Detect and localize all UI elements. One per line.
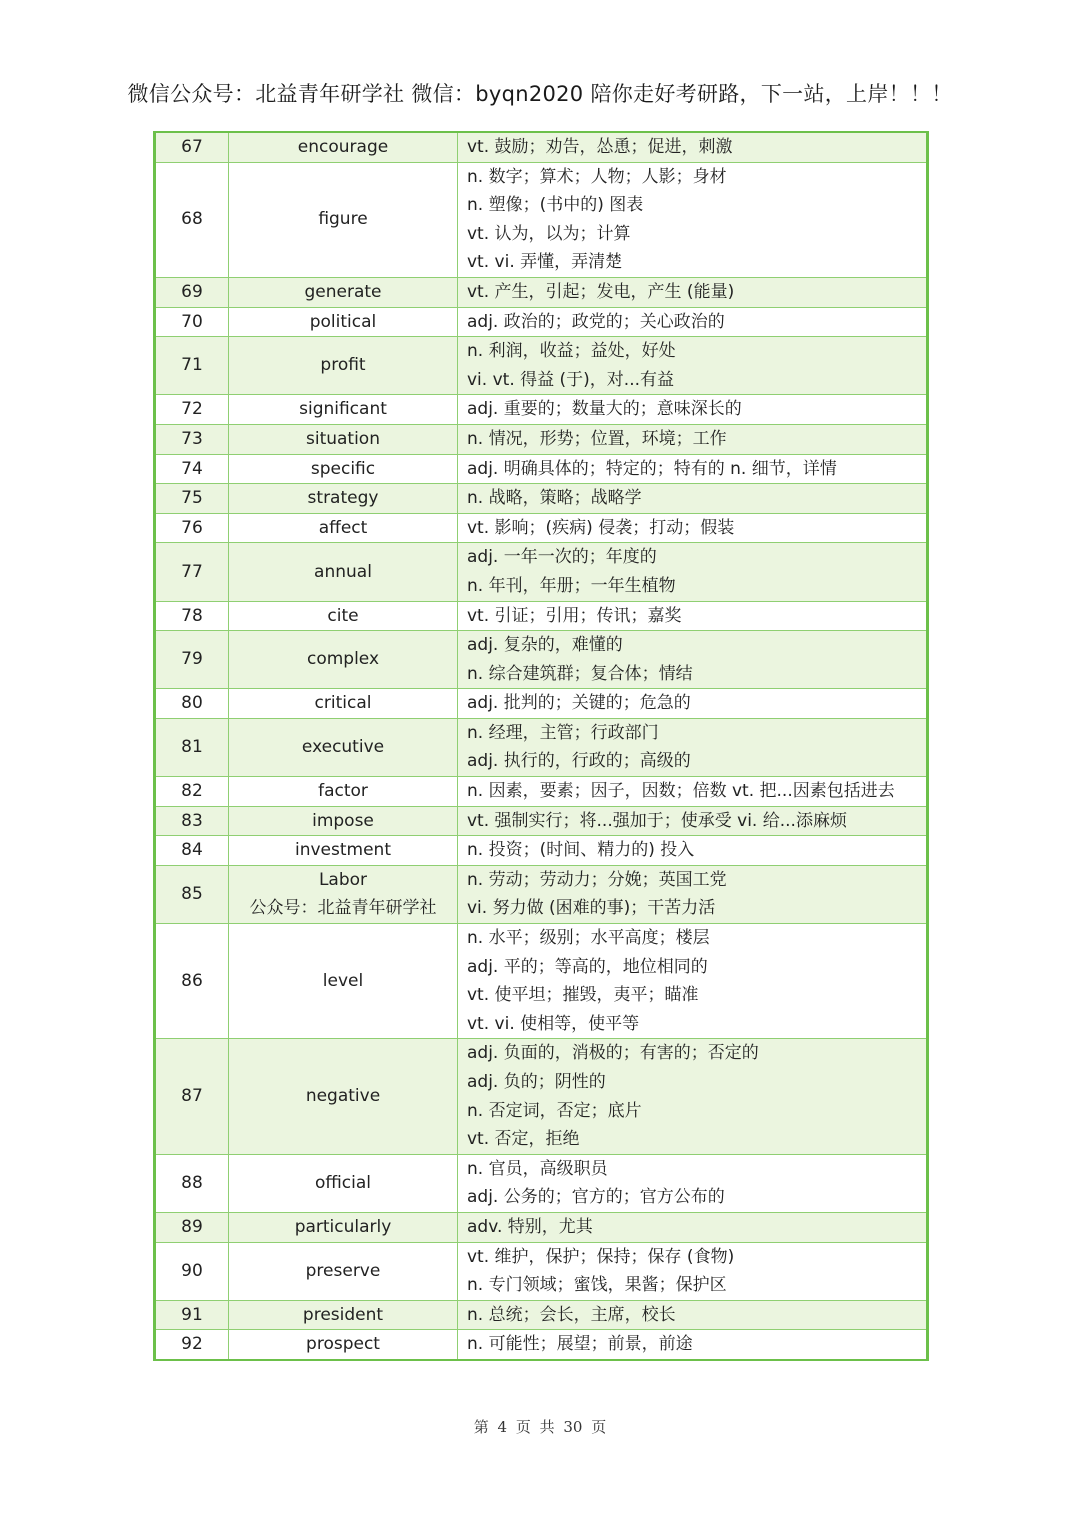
table-row xyxy=(155,865,928,923)
entry-number: 73 xyxy=(155,424,229,454)
definition-line: vt. 维护，保护；保持；保存 (食物) xyxy=(467,1246,735,1267)
entry-word-cell xyxy=(229,337,458,395)
entry-definition-cell xyxy=(458,1242,928,1300)
definition-line: adj. 明确具体的；特定的；特有的 n. 细节，详情 xyxy=(467,458,837,479)
table-row xyxy=(155,162,928,277)
entry-number: 71 xyxy=(155,337,229,395)
entry-word-cell xyxy=(229,924,458,1039)
definition-line: adj. 执行的，行政的；高级的 xyxy=(467,751,691,772)
entry-number: 91 xyxy=(155,1300,229,1330)
entry-number: 82 xyxy=(155,777,229,807)
entry-definition-cell xyxy=(458,1300,928,1330)
table-row xyxy=(155,631,928,689)
entry-word-note: 公众号：北益青年研学社 xyxy=(249,898,437,919)
entry-word: factor xyxy=(318,781,368,802)
definition-line: vt. 强制实行；将...强加于；使承受 vi. 给...添麻烦 xyxy=(467,810,847,831)
entry-word: investment xyxy=(295,840,391,861)
entry-definition-cell xyxy=(458,543,928,601)
entry-definition-cell xyxy=(458,1330,928,1360)
table-row xyxy=(155,924,928,1039)
table-row xyxy=(155,777,928,807)
definition-line: adj. 公务的；官方的；官方公布的 xyxy=(467,1187,725,1208)
entry-word: cite xyxy=(327,605,359,626)
entry-word-cell xyxy=(229,601,458,631)
table-row xyxy=(155,689,928,719)
entry-number: 70 xyxy=(155,307,229,337)
entry-word-cell xyxy=(229,307,458,337)
entry-word-cell xyxy=(229,631,458,689)
entry-number: 86 xyxy=(155,924,229,1039)
entry-word-cell xyxy=(229,718,458,776)
table-row xyxy=(155,307,928,337)
entry-word-cell xyxy=(229,836,458,866)
entry-definition-cell xyxy=(458,424,928,454)
definition-line: n. 战略，策略；战略学 xyxy=(467,488,642,509)
entry-word-cell xyxy=(229,454,458,484)
entry-word: situation xyxy=(305,428,380,449)
entry-number: 74 xyxy=(155,454,229,484)
entry-definition-cell xyxy=(458,307,928,337)
page-header: 微信公众号：北益青年研学社 微信：byqn2020 陪你走好考研路，下一站，上岸！！！ xyxy=(127,82,953,106)
definition-line: adj. 负面的，消极的；有害的；否定的 xyxy=(467,1043,759,1064)
definition-line: vt. 否定，拒绝 xyxy=(467,1129,580,1150)
entry-word-cell xyxy=(229,1212,458,1242)
table-row xyxy=(155,395,928,425)
definition-line: n. 综合建筑群；复合体；情结 xyxy=(467,663,693,684)
entry-word: affect xyxy=(318,517,368,538)
table-row xyxy=(155,454,928,484)
entry-word: political xyxy=(309,311,377,332)
entry-number: 76 xyxy=(155,513,229,543)
entry-definition-cell xyxy=(458,777,928,807)
definition-line: n. 年刊，年册；一年生植物 xyxy=(467,575,676,596)
entry-word: figure xyxy=(318,209,368,230)
entry-word: particularly xyxy=(294,1216,392,1237)
entry-number: 81 xyxy=(155,718,229,776)
entry-number: 69 xyxy=(155,277,229,307)
entry-word-cell xyxy=(229,395,458,425)
entry-word: generate xyxy=(304,281,382,302)
entry-definition-cell xyxy=(458,277,928,307)
definition-line: n. 塑像；(书中的) 图表 xyxy=(467,195,644,216)
definition-line: vt. 使平坦；摧毁，夷平；瞄准 xyxy=(467,985,699,1006)
definition-line: vt. vi. 使相等，使平等 xyxy=(467,1013,640,1034)
definition-line: vi. vt. 得益 (于)，对...有益 xyxy=(467,369,675,390)
entry-definition-cell xyxy=(458,484,928,514)
entry-definition-cell xyxy=(458,513,928,543)
entry-definition-cell xyxy=(458,718,928,776)
entry-number: 78 xyxy=(155,601,229,631)
entry-number: 87 xyxy=(155,1039,229,1154)
definition-line: adv. 特别，尤其 xyxy=(467,1216,593,1237)
entry-definition-cell xyxy=(458,806,928,836)
definition-line: n. 数字；算术；人物；人影；身材 xyxy=(467,166,727,187)
entry-definition-cell xyxy=(458,631,928,689)
definition-line: n. 否定词，否定；底片 xyxy=(467,1100,642,1121)
entry-word: president xyxy=(302,1304,384,1325)
entry-word: specific xyxy=(310,458,376,479)
entry-word-cell xyxy=(229,543,458,601)
entry-word: preserve xyxy=(305,1260,381,1281)
entry-number: 67 xyxy=(155,132,229,162)
entry-number: 68 xyxy=(155,162,229,277)
definition-line: n. 官员，高级职员 xyxy=(467,1158,608,1179)
entry-number: 80 xyxy=(155,689,229,719)
table-row xyxy=(155,1154,928,1212)
entry-word: encourage xyxy=(297,137,389,157)
entry-word: executive xyxy=(301,737,385,758)
entry-number: 75 xyxy=(155,484,229,514)
entry-word-cell xyxy=(229,777,458,807)
definition-line: n. 专门领域；蜜饯，果酱；保护区 xyxy=(467,1275,727,1296)
definition-line: vt. 影响；(疾病) 侵袭；打动；假装 xyxy=(467,517,735,538)
table-row xyxy=(155,1242,928,1300)
definition-line: adj. 复杂的，难懂的 xyxy=(467,635,623,656)
table-row xyxy=(155,132,928,162)
definition-line: vi. 努力做 (困难的事)；干苦力活 xyxy=(467,898,716,919)
entry-number: 85 xyxy=(155,865,229,923)
definition-line: adj. 平的；等高的，地位相同的 xyxy=(467,956,708,977)
entry-word: impose xyxy=(312,810,374,831)
entry-definition-cell xyxy=(458,865,928,923)
table-row xyxy=(155,484,928,514)
table-row xyxy=(155,543,928,601)
entry-word-cell xyxy=(229,1039,458,1154)
table-row xyxy=(155,1212,928,1242)
entry-definition-cell xyxy=(458,454,928,484)
table-row xyxy=(155,513,928,543)
entry-word: official xyxy=(314,1173,372,1194)
entry-word-cell xyxy=(229,424,458,454)
table-row xyxy=(155,1300,928,1330)
entry-word-cell xyxy=(229,1330,458,1360)
entry-word-cell xyxy=(229,162,458,277)
table-row xyxy=(155,277,928,307)
entry-definition-cell xyxy=(458,395,928,425)
entry-word-cell xyxy=(229,132,458,162)
definition-line: n. 经理，主管；行政部门 xyxy=(467,722,659,743)
entry-definition-cell xyxy=(458,337,928,395)
definition-line: adj. 政治的；政党的；关心政治的 xyxy=(467,311,725,332)
definition-line: n. 水平；级别；水平高度；楼层 xyxy=(467,928,710,949)
entry-word: strategy xyxy=(307,488,379,509)
entry-number: 79 xyxy=(155,631,229,689)
definition-line: adj. 批判的；关键的；危急的 xyxy=(467,693,691,714)
entry-definition-cell xyxy=(458,1039,928,1154)
entry-definition-cell xyxy=(458,836,928,866)
entry-word: annual xyxy=(314,561,372,582)
entry-word-cell xyxy=(229,865,458,923)
definition-line: vt. vi. 弄懂，弄清楚 xyxy=(467,252,623,273)
table-row xyxy=(155,718,928,776)
entry-word-cell xyxy=(229,1242,458,1300)
definition-line: vt. 认为，以为；计算 xyxy=(467,223,631,244)
entry-word: level xyxy=(322,970,364,991)
entry-word: negative xyxy=(305,1086,381,1107)
entry-number: 83 xyxy=(155,806,229,836)
entry-definition-cell xyxy=(458,1212,928,1242)
vocabulary-table xyxy=(153,131,929,1361)
table-row xyxy=(155,601,928,631)
entry-word-cell xyxy=(229,484,458,514)
definition-line: n. 因素，要素；因子，因数；倍数 vt. 把...因素包括进去 xyxy=(467,781,895,802)
entry-number: 72 xyxy=(155,395,229,425)
definition-line: adj. 负的；阴性的 xyxy=(467,1072,606,1092)
entry-definition-cell xyxy=(458,132,928,162)
definition-line: n. 总统；会长，主席，校长 xyxy=(467,1304,676,1325)
entry-number: 77 xyxy=(155,543,229,601)
definition-line: n. 投资；(时间、精力的) 投入 xyxy=(467,840,695,861)
entry-word-cell xyxy=(229,1154,458,1212)
entry-definition-cell xyxy=(458,924,928,1039)
definition-line: adj. 重要的；数量大的；意味深长的 xyxy=(467,399,742,420)
table-row xyxy=(155,806,928,836)
definition-line: n. 可能性；展望；前景，前途 xyxy=(467,1334,693,1355)
entry-word: complex xyxy=(306,649,380,670)
entry-definition-cell xyxy=(458,601,928,631)
entry-word: profit xyxy=(320,355,366,376)
definition-line: adj. 一年一次的；年度的 xyxy=(467,547,657,568)
entry-word: Labor xyxy=(318,869,368,890)
table-row xyxy=(155,337,928,395)
entry-number: 88 xyxy=(155,1154,229,1212)
entry-word-cell xyxy=(229,277,458,307)
definition-line: vt. 引证；引用；传讯；嘉奖 xyxy=(467,605,682,626)
entry-number: 90 xyxy=(155,1242,229,1300)
vocabulary-table-body xyxy=(155,132,928,1360)
definition-line: vt. 鼓励；劝告，怂恿；促进，刺激 xyxy=(467,137,733,157)
entry-number: 84 xyxy=(155,836,229,866)
entry-word-cell xyxy=(229,1300,458,1330)
entry-word-cell xyxy=(229,513,458,543)
entry-word: critical xyxy=(314,693,372,714)
entry-word-cell xyxy=(229,689,458,719)
table-row xyxy=(155,836,928,866)
entry-definition-cell xyxy=(458,1154,928,1212)
definition-line: n. 劳动；劳动力；分娩；英国工党 xyxy=(467,869,727,890)
definition-line: n. 情况，形势；位置，环境；工作 xyxy=(467,428,727,449)
entry-word: prospect xyxy=(306,1334,380,1355)
entry-number: 89 xyxy=(155,1212,229,1242)
entry-number: 92 xyxy=(155,1330,229,1360)
table-row xyxy=(155,1039,928,1154)
entry-definition-cell xyxy=(458,162,928,277)
table-row xyxy=(155,424,928,454)
page-number: 第 4 页 共 30 页 xyxy=(473,1418,607,1436)
definition-line: vt. 产生，引起；发电，产生 (能量) xyxy=(467,281,735,302)
entry-word-cell xyxy=(229,806,458,836)
definition-line: n. 利润，收益；益处，好处 xyxy=(467,341,676,362)
entry-word: significant xyxy=(299,399,387,420)
entry-definition-cell xyxy=(458,689,928,719)
table-row xyxy=(155,1330,928,1360)
